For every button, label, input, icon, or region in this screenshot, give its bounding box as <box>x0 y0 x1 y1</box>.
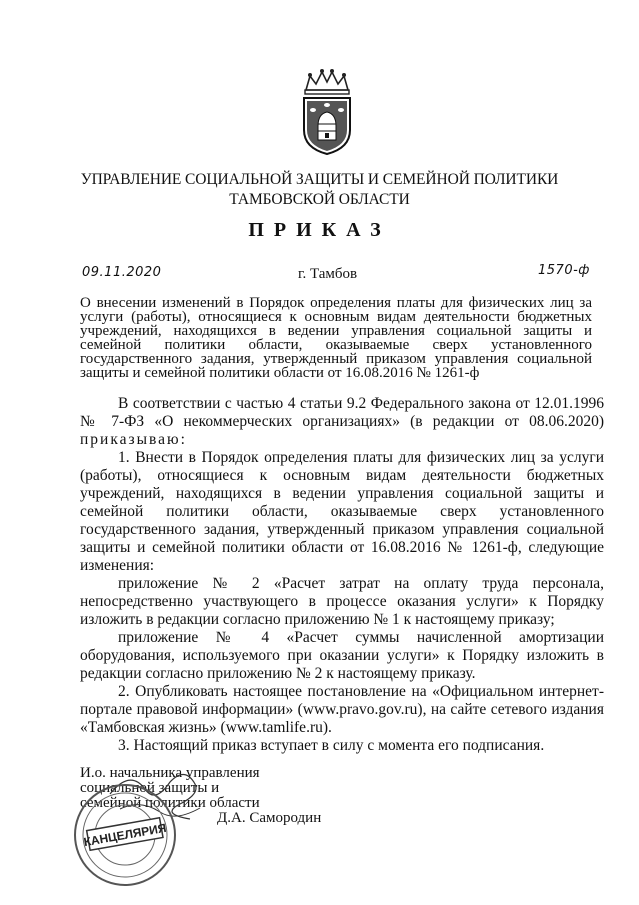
handwritten-date: 09.11.2020 <box>82 265 162 280</box>
handwritten-order-number: 1570-ф <box>538 263 590 278</box>
item-1: 1. Внести в Порядок определения платы для физических лиц за услуги (работы), относящиеся к основным видам деятельности бюджетных учреждений, находящихся в ведении управления социальной защиты и семейной политики области, оказываемые сверх установленного государственного задания, утвержденный приказом управления социальной защиты и семейной политики области от 16.08.2016 № 1261-ф, следующие изменения: <box>80 449 604 574</box>
item-3: 3. Настоящий приказ вступает в силу с момента его подписания. <box>118 737 545 754</box>
order-body <box>80 395 604 755</box>
signer-position-line3: семейной политики области <box>80 795 260 811</box>
preamble-text: В соответствии с частью 4 статьи 9.2 Федерального закона от 12.01.1996 № 7-ФЗ «О некоммерческих организациях» (в редакции от 08.06.2020) <box>80 395 604 430</box>
office-stamp <box>70 780 180 890</box>
coat-of-arms-emblem <box>298 68 356 156</box>
appendix-4-change: приложение № 4 «Расчет суммы начисленной амортизации оборудования, используемого при оказании услуги» к Порядку изложить в редакции согласно приложению № 2 к настоящему приказу. <box>80 629 604 682</box>
signer-name: Д.А. Самородин <box>217 810 322 826</box>
organization-name-line1: УПРАВЛЕНИЕ СОЦИАЛЬНОЙ ЗАЩИТЫ И СЕМЕЙНОЙ ПОЛИТИКИ <box>80 171 559 188</box>
item-2: 2. Опубликовать настоящее постановление на «Официальном интернет-портале правовой информации» (www.pravo.gov.ru), на сайте сетевого издания «Тамбовская жизнь» (www.tamlife.ru). <box>80 683 604 736</box>
appendix-2-change: приложение № 2 «Расчет затрат на оплату труда персонала, непосредственно участвующего в процессе оказания услуги» к Порядку изложить в редакции согласно приложению № 1 к настоящему приказу; <box>80 575 604 628</box>
organization-name-line2: ТАМБОВСКОЙ ОБЛАСТИ <box>229 191 410 208</box>
signer-position-line1: И.о. начальника управления <box>80 765 260 781</box>
document-title: ПРИКАЗ <box>248 219 391 241</box>
stamp-text: КАНЦЕЛЯРИЯ <box>82 820 168 850</box>
signer-position-line2: социальной защиты и <box>80 780 220 796</box>
prikazyvayu-word: приказываю: <box>80 431 187 448</box>
order-subject: О внесении изменений в Порядок определения платы для физических лиц за услуги (работы), относящиеся к основным видам деятельности бюджетных учреждений, находящихся в ведении управления социальной защиты и семейной политики области, оказываемые сверх установленного государственного задания, утвержденный приказом управления социальной защиты и семейной политики области от 16.08.2016 № 1261-ф <box>80 295 592 381</box>
preamble <box>80 395 604 449</box>
city-name: г. Тамбов <box>298 266 358 282</box>
